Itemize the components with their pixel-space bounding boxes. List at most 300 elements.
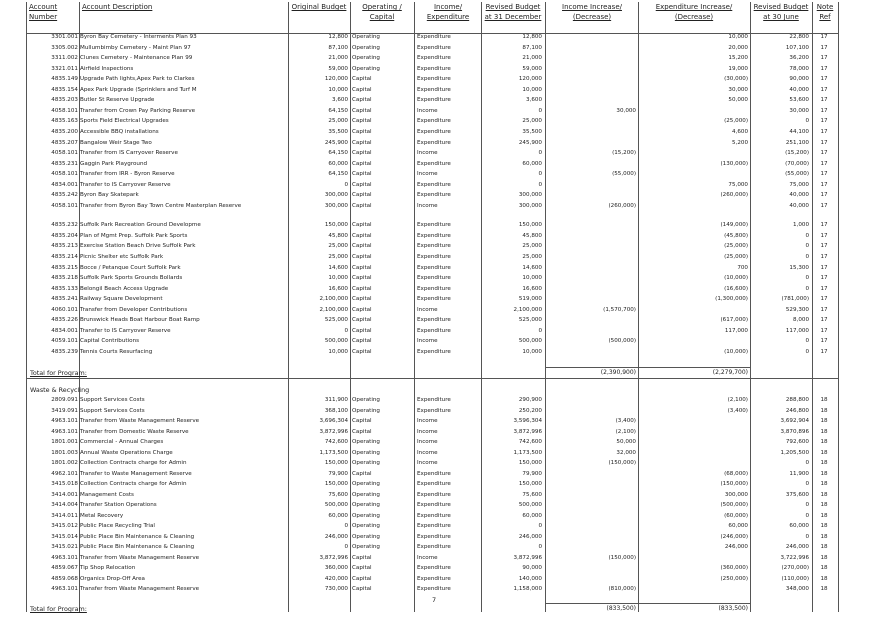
cell-revised-budget-30jun: 40,000 <box>789 86 809 93</box>
cell-operating-capital: Capital <box>352 428 372 435</box>
cell-original-budget: 10,000 <box>328 275 348 282</box>
cell-operating-capital: Operating <box>352 44 380 51</box>
cell-operating-capital: Operating <box>352 55 380 62</box>
cell-income-change: 32,000 <box>616 449 636 456</box>
cell-original-budget: 14,600 <box>328 264 348 271</box>
cell-account-number: 4835.226 <box>51 317 78 324</box>
cell-revised-budget-30jun: 40,000 <box>789 202 809 209</box>
cell-operating-capital: Capital <box>352 348 372 355</box>
cell-original-budget: 0 <box>344 523 348 529</box>
cell-account-description: Transfer from Crown Pay Parking Reserve <box>80 107 196 114</box>
cell-revised-budget-30jun: 44,100 <box>789 128 809 135</box>
cell-income-expenditure: Expenditure <box>417 586 451 592</box>
cell-original-budget: 120,000 <box>324 76 348 83</box>
table-row <box>0 33 875 41</box>
cell-account-number: 3414.011 <box>51 512 78 519</box>
cell-income-change: (500,000) <box>608 338 636 345</box>
cell-original-budget: 245,900 <box>324 139 348 146</box>
table-row <box>0 117 875 125</box>
cell-note-ref: 17 <box>820 65 828 72</box>
cell-revised-budget-30jun: (110,000) <box>781 575 809 582</box>
cell-note-ref: 17 <box>820 118 828 125</box>
cell-expenditure-change: 700 <box>737 264 748 271</box>
header-income-expenditure: Income/ Expenditure <box>426 3 470 21</box>
cell-revised-budget-31dec: 300,000 <box>518 202 542 209</box>
cell-account-description: Public Place Bin Maintenance & Cleaning <box>80 544 195 550</box>
table-row <box>0 170 875 178</box>
cell-operating-capital: Capital <box>352 139 372 146</box>
cell-account-number: 4835.207 <box>51 139 78 146</box>
cell-revised-budget-31dec: 60,000 <box>522 160 542 167</box>
cell-revised-budget-31dec: 25,000 <box>522 254 542 260</box>
cell-revised-budget-30jun: 0 <box>805 243 809 250</box>
cell-expenditure-change: (617,000) <box>720 317 748 324</box>
cell-revised-budget-31dec: 250,200 <box>518 407 542 414</box>
cell-account-number: 4058.101 <box>51 171 78 178</box>
cell-original-budget: 150,000 <box>324 460 348 466</box>
header-income-change: Income Increase/ (Decrease) <box>562 3 622 21</box>
cell-expenditure-change: 60,000 <box>728 523 748 529</box>
cell-revised-budget-30jun: 251,100 <box>785 139 809 146</box>
table-row <box>0 554 875 562</box>
cell-account-description: Transfer to Waste Management Reserve <box>80 470 192 477</box>
cell-account-description: Transfer from Waste Management Reserve <box>80 418 200 424</box>
cell-operating-capital: Operating <box>352 449 380 456</box>
cell-income-expenditure: Expenditure <box>417 544 451 550</box>
cell-original-budget: 12,800 <box>328 34 348 40</box>
cell-revised-budget-31dec: 75,600 <box>522 491 542 498</box>
cell-expenditure-change: (150,000) <box>720 481 748 487</box>
cell-revised-budget-30jun: (781,000) <box>781 296 809 303</box>
cell-revised-budget-31dec: 290,900 <box>518 397 542 403</box>
section1-total-income: (2,390,900) <box>600 369 636 376</box>
cell-account-number: 4835.242 <box>51 192 78 199</box>
cell-note-ref: 17 <box>820 55 828 62</box>
cell-revised-budget-30jun: 0 <box>805 275 809 282</box>
cell-operating-capital: Capital <box>352 470 372 477</box>
cell-revised-budget-30jun: 0 <box>805 118 809 125</box>
cell-income-expenditure: Expenditure <box>417 502 451 508</box>
cell-revised-budget-30jun: 53,600 <box>789 97 809 104</box>
cell-original-budget: 60,000 <box>328 512 348 519</box>
cell-account-number: 3305.002 <box>51 44 78 51</box>
cell-note-ref: 17 <box>820 348 828 355</box>
cell-income-expenditure: Income <box>417 418 438 424</box>
cell-expenditure-change: 15,200 <box>728 55 748 62</box>
cell-account-number: 4963.101 <box>51 554 78 561</box>
cell-original-budget: 60,000 <box>328 160 348 167</box>
cell-revised-budget-31dec: 150,000 <box>518 481 542 487</box>
cell-revised-budget-30jun: 1,205,500 <box>780 449 809 456</box>
cell-account-description: Transfer from Waste Management Reserve <box>80 554 200 561</box>
cell-operating-capital: Capital <box>352 97 372 104</box>
section2-total-label: Total for Program: <box>30 605 87 613</box>
cell-revised-budget-31dec: 150,000 <box>518 460 542 466</box>
cell-note-ref: 18 <box>820 428 828 435</box>
cell-note-ref: 17 <box>820 171 828 178</box>
cell-income-expenditure: Income <box>417 171 438 178</box>
cell-account-number: 3419.091 <box>51 407 78 414</box>
cell-account-number: 4963.101 <box>51 586 78 592</box>
cell-account-description: Commercial - Annual Charges <box>80 439 164 445</box>
table-row <box>0 96 875 104</box>
cell-operating-capital: Operating <box>352 533 380 540</box>
cell-operating-capital: Capital <box>352 118 372 125</box>
cell-operating-capital: Operating <box>352 407 380 414</box>
cell-operating-capital: Operating <box>352 491 380 498</box>
cell-account-description: Support Services Costs <box>80 397 145 403</box>
cell-revised-budget-30jun: 0 <box>805 285 809 292</box>
cell-expenditure-change: (25,000) <box>724 254 748 260</box>
cell-account-number: 4059.101 <box>51 338 78 345</box>
cell-note-ref: 17 <box>820 317 828 324</box>
table-row <box>0 44 875 52</box>
cell-revised-budget-30jun: 30,000 <box>789 107 809 114</box>
table-row <box>0 543 875 551</box>
cell-revised-budget-31dec: 1,158,000 <box>513 586 542 592</box>
cell-income-expenditure: Expenditure <box>417 160 451 167</box>
cell-income-expenditure: Expenditure <box>417 264 451 271</box>
table-row <box>0 128 875 136</box>
cell-account-number: 4835.200 <box>51 128 78 135</box>
cell-income-expenditure: Expenditure <box>417 533 451 540</box>
cell-revised-budget-31dec: 16,600 <box>522 285 542 292</box>
cell-account-description: Public Place Recycling Trial <box>80 523 155 529</box>
cell-note-ref: 18 <box>820 544 828 550</box>
cell-account-description: Collection Contracts charge for Admin <box>80 460 187 466</box>
cell-note-ref: 17 <box>820 296 828 303</box>
cell-revised-budget-31dec: 90,000 <box>522 565 542 571</box>
cell-revised-budget-30jun: 0 <box>805 254 809 260</box>
cell-original-budget: 3,872,996 <box>319 428 348 435</box>
cell-account-description: Plan of Mgmt Prep. Suffolk Park Sports <box>80 232 188 239</box>
cell-income-expenditure: Expenditure <box>417 192 451 199</box>
cell-revised-budget-31dec: 0 <box>538 327 542 334</box>
cell-account-description: Byron Bay Skatepark <box>80 192 139 199</box>
cell-account-description: Railway Square Development <box>80 296 163 303</box>
cell-original-budget: 25,000 <box>328 118 348 125</box>
cell-revised-budget-31dec: 245,900 <box>518 139 542 146</box>
cell-income-expenditure: Expenditure <box>417 44 451 51</box>
cell-revised-budget-30jun: 0 <box>805 460 809 466</box>
cell-income-expenditure: Expenditure <box>417 296 451 303</box>
cell-revised-budget-31dec: 0 <box>538 107 542 114</box>
table-row <box>0 428 875 436</box>
cell-account-description: Butler St Reserve Upgrade <box>80 97 155 104</box>
cell-original-budget: 311,900 <box>324 397 348 403</box>
cell-operating-capital: Capital <box>352 243 372 250</box>
cell-note-ref: 17 <box>820 44 828 51</box>
cell-account-number: 4835.154 <box>51 86 78 93</box>
table-row <box>0 501 875 509</box>
cell-original-budget: 0 <box>344 544 348 550</box>
cell-account-description: Transfer from IS Carryover Reserve <box>80 150 178 157</box>
cell-revised-budget-30jun: 15,300 <box>789 264 809 271</box>
table-row <box>0 491 875 499</box>
cell-account-description: Sports Field Electrical Upgrades <box>80 118 169 125</box>
cell-account-number: 4835.218 <box>51 275 78 282</box>
cell-revised-budget-31dec: 120,000 <box>518 76 542 83</box>
table-row <box>0 470 875 478</box>
cell-revised-budget-30jun: 1,000 <box>792 222 809 229</box>
table-row <box>0 327 875 335</box>
cell-account-number: 4835.133 <box>51 285 78 292</box>
cell-original-budget: 300,000 <box>324 202 348 209</box>
header-account-description: Account Description <box>82 3 153 11</box>
header-expenditure-change: Expenditure Increase/ (Decrease) <box>655 3 733 21</box>
cell-account-number: 4963.101 <box>51 418 78 424</box>
cell-expenditure-change: (246,000) <box>720 533 748 540</box>
cell-account-description: Tennis Courts Resurfacing <box>80 348 153 355</box>
table-row <box>0 86 875 94</box>
cell-revised-budget-30jun: 8,000 <box>792 317 809 324</box>
cell-revised-budget-30jun: 75,000 <box>789 181 809 188</box>
cell-account-number: 4835.163 <box>51 118 78 125</box>
cell-operating-capital: Operating <box>352 65 380 72</box>
cell-revised-budget-30jun: 117,000 <box>785 327 809 334</box>
cell-operating-capital: Capital <box>352 554 372 561</box>
cell-original-budget: 730,000 <box>324 586 348 592</box>
cell-income-expenditure: Expenditure <box>417 97 451 104</box>
cell-revised-budget-30jun: 3,692,904 <box>780 418 809 424</box>
cell-expenditure-change: (10,000) <box>724 348 748 355</box>
table-row <box>0 75 875 83</box>
cell-account-description: Apex Park Upgrade (Sprinklers and Turf M <box>80 86 197 93</box>
cell-original-budget: 25,000 <box>328 243 348 250</box>
cell-operating-capital: Capital <box>352 160 372 167</box>
cell-operating-capital: Capital <box>352 306 372 313</box>
cell-account-description: Transfer from Developer Contributions <box>80 306 188 313</box>
cell-note-ref: 18 <box>820 512 828 519</box>
section1-total-label: Total for Program: <box>30 369 87 377</box>
cell-revised-budget-30jun: 529,300 <box>785 306 809 313</box>
cell-account-description: Support Services Costs <box>80 407 145 414</box>
cell-income-expenditure: Expenditure <box>417 407 451 414</box>
cell-expenditure-change: (45,800) <box>724 232 748 239</box>
cell-revised-budget-30jun: 375,600 <box>785 491 809 498</box>
table-row <box>0 232 875 240</box>
cell-revised-budget-30jun: 0 <box>805 502 809 508</box>
cell-income-change: 30,000 <box>616 107 636 114</box>
cell-revised-budget-31dec: 10,000 <box>522 275 542 282</box>
header-operating-capital: Operating / Capital <box>362 3 402 21</box>
cell-operating-capital: Capital <box>352 107 372 114</box>
cell-income-change: (2,100) <box>615 428 636 435</box>
section-divider <box>26 378 838 379</box>
cell-revised-budget-30jun: 60,000 <box>789 523 809 529</box>
cell-expenditure-change: (2,100) <box>727 397 748 403</box>
cell-expenditure-change: 300,000 <box>724 491 748 498</box>
cell-account-description: Exercise Station Beach Drive Suffolk Park <box>80 243 196 250</box>
cell-account-description: Airfield Inspections <box>80 65 134 72</box>
cell-income-expenditure: Income <box>417 306 438 313</box>
cell-revised-budget-30jun: 22,800 <box>789 34 809 40</box>
table-row <box>0 181 875 189</box>
cell-account-description: Bocce / Petanque Court Suffolk Park <box>80 264 181 271</box>
cell-original-budget: 87,100 <box>328 44 348 51</box>
cell-operating-capital: Capital <box>352 128 372 135</box>
cell-revised-budget-30jun: (270,000) <box>781 565 809 571</box>
cell-operating-capital: Operating <box>352 512 380 519</box>
cell-expenditure-change: (250,000) <box>720 575 748 582</box>
cell-income-expenditure: Expenditure <box>417 397 451 403</box>
cell-original-budget: 500,000 <box>324 338 348 345</box>
cell-note-ref: 18 <box>820 491 828 498</box>
cell-expenditure-change: 19,000 <box>728 65 748 72</box>
cell-note-ref: 18 <box>820 554 828 561</box>
cell-income-expenditure: Expenditure <box>417 55 451 62</box>
cell-revised-budget-30jun: 0 <box>805 232 809 239</box>
cell-note-ref: 18 <box>820 439 828 445</box>
cell-original-budget: 45,800 <box>328 232 348 239</box>
cell-note-ref: 18 <box>820 460 828 466</box>
cell-income-expenditure: Expenditure <box>417 512 451 519</box>
cell-operating-capital: Capital <box>352 232 372 239</box>
cell-original-budget: 3,696,304 <box>319 418 348 424</box>
table-row <box>0 348 875 356</box>
cell-revised-budget-31dec: 10,000 <box>522 86 542 93</box>
table-row <box>0 253 875 261</box>
header-revised-budget-30jun: Revised Budget at 30 June <box>753 3 809 21</box>
cell-operating-capital: Operating <box>352 439 380 445</box>
cell-note-ref: 17 <box>820 160 828 167</box>
cell-income-change: (1,570,700) <box>603 306 636 313</box>
cell-account-number: 4835.231 <box>51 160 78 167</box>
cell-revised-budget-30jun: 36,200 <box>789 55 809 62</box>
cell-original-budget: 75,600 <box>328 491 348 498</box>
cell-original-budget: 10,000 <box>328 348 348 355</box>
cell-note-ref: 17 <box>820 76 828 83</box>
table-row <box>0 107 875 115</box>
cell-account-description: Annual Waste Operations Charge <box>80 449 173 456</box>
cell-income-expenditure: Expenditure <box>417 327 451 334</box>
cell-expenditure-change: 10,000 <box>728 34 748 40</box>
cell-revised-budget-30jun: 107,100 <box>785 44 809 51</box>
cell-revised-budget-30jun: 40,000 <box>789 192 809 199</box>
table-row <box>0 438 875 446</box>
cell-note-ref: 18 <box>820 481 828 487</box>
cell-income-expenditure: Expenditure <box>417 254 451 260</box>
cell-account-number: 4060.101 <box>51 306 78 313</box>
cell-note-ref: 18 <box>820 586 828 592</box>
cell-account-description: Metal Recovery <box>80 512 124 519</box>
table-row <box>0 191 875 199</box>
cell-account-description: Tip Shop Relocation <box>80 565 136 571</box>
cell-original-budget: 300,000 <box>324 192 348 199</box>
cell-account-description: Transfer to IS Carryover Reserve <box>80 181 171 188</box>
cell-expenditure-change: 20,000 <box>728 44 748 51</box>
cell-note-ref: 17 <box>820 232 828 239</box>
cell-income-expenditure: Expenditure <box>417 285 451 292</box>
cell-revised-budget-31dec: 3,600 <box>525 97 542 104</box>
cell-account-number: 3415.012 <box>51 523 78 529</box>
cell-original-budget: 742,600 <box>324 439 348 445</box>
cell-original-budget: 64,150 <box>328 150 348 157</box>
cell-income-expenditure: Expenditure <box>417 317 451 324</box>
cell-note-ref: 17 <box>820 202 828 209</box>
cell-original-budget: 2,100,000 <box>319 306 348 313</box>
section2-total-expenditure: (833,500) <box>718 605 748 612</box>
cell-account-description: Management Costs <box>80 491 134 498</box>
cell-expenditure-change: 50,000 <box>728 97 748 104</box>
cell-account-number: 3414.004 <box>51 502 78 508</box>
table-row <box>0 533 875 541</box>
cell-expenditure-change: (260,000) <box>720 192 748 199</box>
cell-income-expenditure: Expenditure <box>417 275 451 282</box>
cell-account-description: Gaggin Park Playground <box>80 160 148 167</box>
cell-expenditure-change: (360,000) <box>720 565 748 571</box>
cell-revised-budget-31dec: 150,000 <box>518 222 542 229</box>
table-row <box>0 480 875 488</box>
cell-income-expenditure: Income <box>417 428 438 435</box>
cell-note-ref: 17 <box>820 285 828 292</box>
cell-operating-capital: Capital <box>352 418 372 424</box>
cell-original-budget: 10,000 <box>328 86 348 93</box>
cell-original-budget: 16,600 <box>328 285 348 292</box>
cell-note-ref: 18 <box>820 575 828 582</box>
cell-revised-budget-30jun: (70,000) <box>785 160 809 167</box>
cell-revised-budget-30jun: (15,200) <box>785 150 809 157</box>
cell-account-description: Mullumbimby Cemetery - Maint Plan 97 <box>80 44 191 51</box>
cell-expenditure-change: (25,000) <box>724 118 748 125</box>
cell-revised-budget-31dec: 525,000 <box>518 317 542 324</box>
cell-account-description: Transfer to IS Carryover Reserve <box>80 327 171 334</box>
cell-account-number: 4835.232 <box>51 222 78 229</box>
cell-revised-budget-31dec: 0 <box>538 523 542 529</box>
header-original-budget: Original Budget <box>291 3 347 11</box>
cell-account-number: 2809.091 <box>51 397 78 403</box>
cell-account-number: 4835.204 <box>51 232 78 239</box>
cell-account-description: Brunswick Heads Boat Harbour Boat Ramp <box>80 317 200 324</box>
cell-revised-budget-31dec: 500,000 <box>518 338 542 345</box>
cell-account-description: Transfer from Domestic Waste Reserve <box>80 428 189 435</box>
cell-original-budget: 525,000 <box>324 317 348 324</box>
cell-account-description: Belongil Beach Access Upgrade <box>80 285 169 292</box>
cell-original-budget: 2,100,000 <box>319 296 348 303</box>
cell-account-description: Transfer Station Operations <box>80 502 157 508</box>
cell-operating-capital: Capital <box>352 317 372 324</box>
cell-account-number: 4835.213 <box>51 243 78 250</box>
cell-expenditure-change: (149,000) <box>720 222 748 229</box>
table-row <box>0 149 875 157</box>
cell-note-ref: 17 <box>820 306 828 313</box>
page-number: 7 <box>432 596 437 604</box>
cell-operating-capital: Capital <box>352 327 372 334</box>
cell-operating-capital: Capital <box>352 565 372 571</box>
table-row <box>0 564 875 572</box>
table-row <box>0 585 875 593</box>
table-row <box>0 65 875 73</box>
cell-note-ref: 18 <box>820 502 828 508</box>
cell-revised-budget-31dec: 25,000 <box>522 118 542 125</box>
cell-original-budget: 21,000 <box>328 55 348 62</box>
cell-note-ref: 17 <box>820 243 828 250</box>
cell-income-expenditure: Expenditure <box>417 65 451 72</box>
cell-note-ref: 18 <box>820 407 828 414</box>
cell-revised-budget-30jun: 246,000 <box>785 544 809 550</box>
cell-note-ref: 17 <box>820 86 828 93</box>
cell-account-number: 3415.021 <box>51 544 78 550</box>
cell-operating-capital: Capital <box>352 192 372 199</box>
table-row <box>0 417 875 425</box>
cell-income-change: (150,000) <box>608 460 636 466</box>
cell-expenditure-change: (25,000) <box>724 243 748 250</box>
cell-operating-capital: Capital <box>352 285 372 292</box>
cell-income-expenditure: Income <box>417 460 438 466</box>
cell-revised-budget-30jun: (55,000) <box>785 171 809 178</box>
cell-revised-budget-31dec: 519,000 <box>518 296 542 303</box>
table-row <box>0 459 875 467</box>
